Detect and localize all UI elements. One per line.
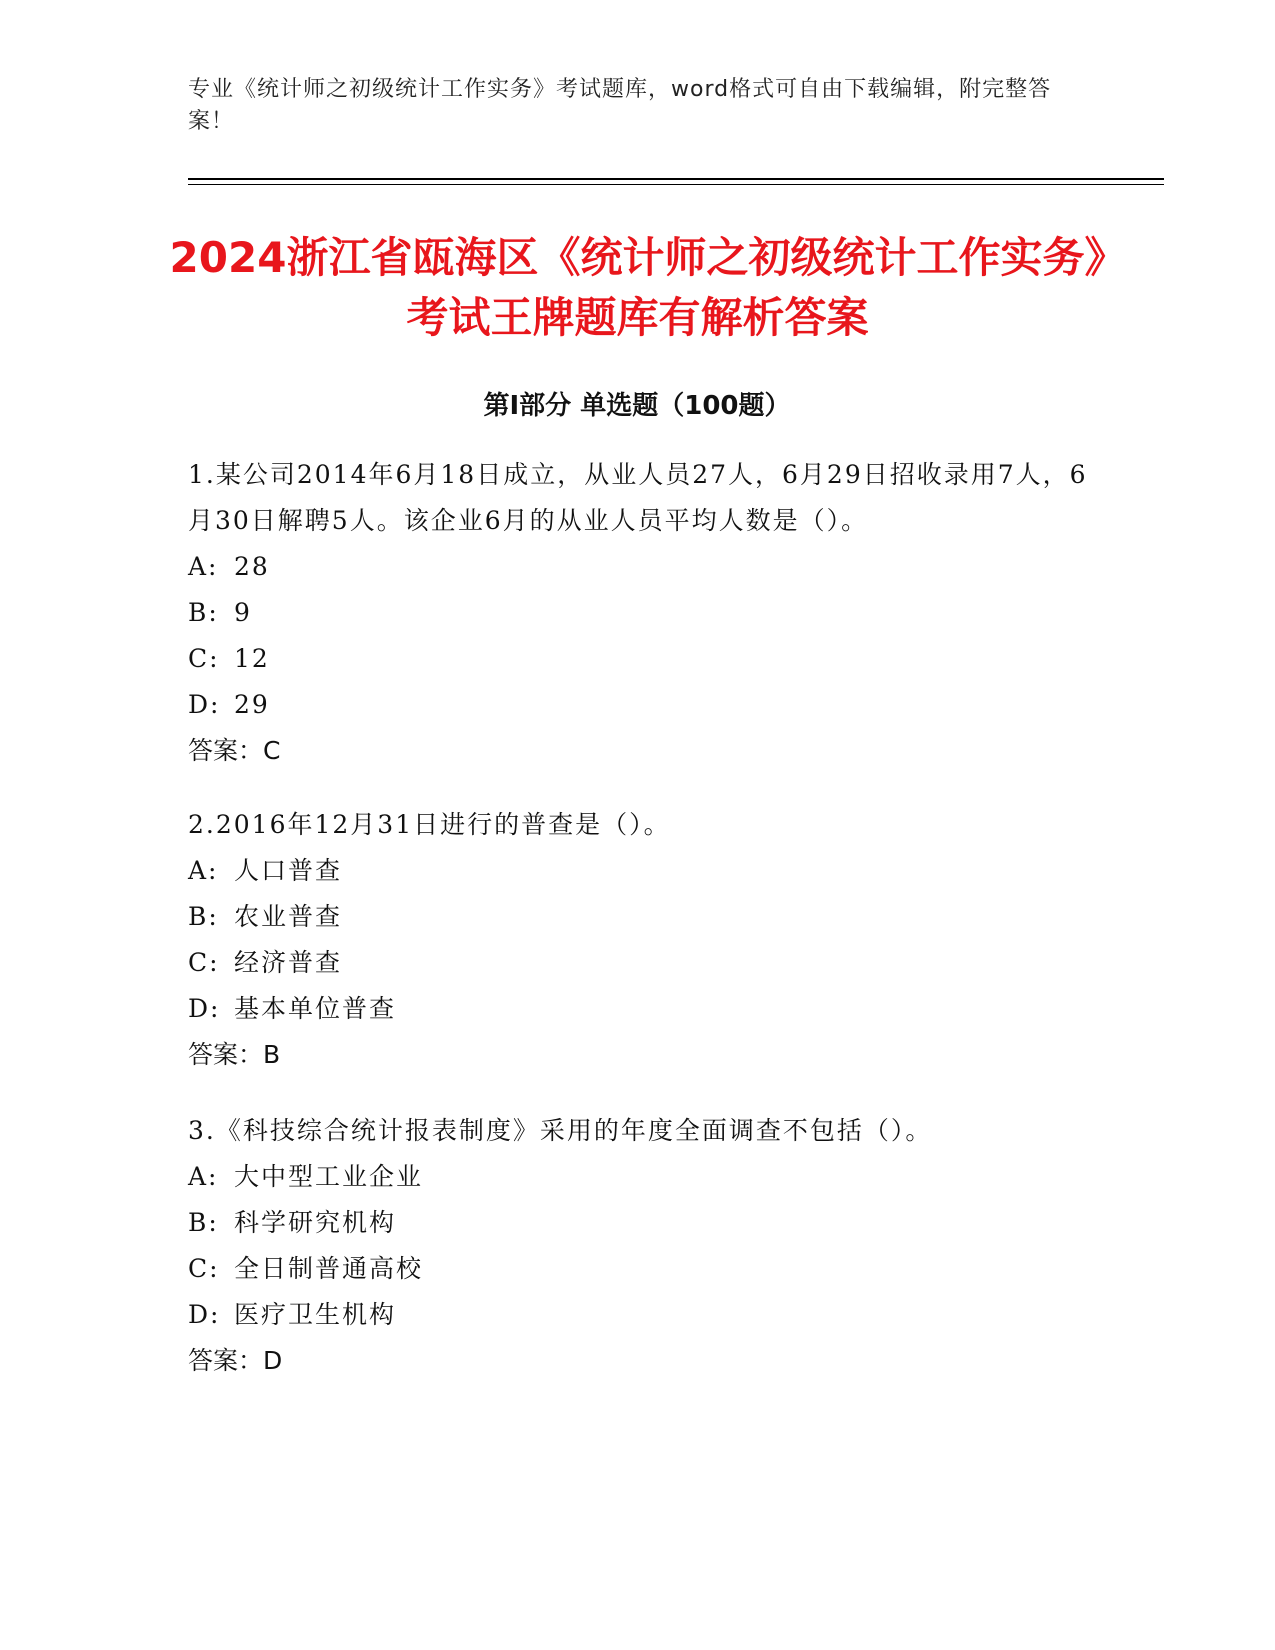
- option-d: [188, 986, 1088, 1032]
- option-text: 29: [234, 690, 270, 719]
- option-text: 基本单位普查: [234, 994, 397, 1023]
- option-a: [188, 544, 1088, 590]
- option-key: B:: [188, 598, 219, 627]
- option-text: 全日制普通高校: [234, 1254, 424, 1283]
- option-text: 12: [234, 644, 270, 673]
- question-1: [188, 452, 1088, 774]
- question-stem: 3.《科技综合统计报表制度》采用的年度全面调查不包括（）。: [188, 1116, 933, 1145]
- header-rule-thin: [188, 184, 1164, 185]
- option-key: C:: [188, 1254, 220, 1283]
- option-text: 经济普查: [234, 948, 343, 977]
- section-title: 第I部分 单选题（100题）: [483, 391, 791, 421]
- option-text: 大中型工业企业: [234, 1162, 424, 1191]
- option-b: [188, 590, 1088, 636]
- question-stem: 2.2016年12月31日进行的普查是（）。: [188, 810, 671, 839]
- option-key: D:: [188, 690, 221, 719]
- option-key: A:: [188, 1162, 219, 1191]
- answer: 答案：D: [188, 1346, 283, 1375]
- question-3: [188, 1108, 1088, 1384]
- option-key: B:: [188, 1208, 219, 1237]
- option-text: 人口普查: [234, 856, 343, 885]
- option-d: [188, 682, 1088, 728]
- option-key: C:: [188, 644, 220, 673]
- option-d: [188, 1292, 1088, 1338]
- answer: 答案：B: [188, 1040, 281, 1069]
- option-key: D:: [188, 994, 221, 1023]
- option-c: [188, 636, 1088, 682]
- option-b: [188, 894, 1088, 940]
- option-key: D:: [188, 1300, 221, 1329]
- document-title: 2024浙江省瓯海区《统计师之初级统计工作实务》考试王牌题库有解析答案: [169, 233, 1106, 342]
- option-key: B:: [188, 902, 219, 931]
- option-a: [188, 848, 1088, 894]
- header-note: 专业《统计师之初级统计工作实务》考试题库，word格式可自由下载编辑，附完整答案！: [188, 77, 1052, 134]
- question-stem: 1.某公司2014年6月18日成立，从业人员27人，6月29日招收录用7人，6月30日解聘5人。该企业6月的从业人员平均人数是（）。: [188, 460, 1088, 535]
- header-rule-thick: [188, 178, 1164, 180]
- option-c: [188, 1246, 1088, 1292]
- option-b: [188, 1200, 1088, 1246]
- option-c: [188, 940, 1088, 986]
- option-key: C:: [188, 948, 220, 977]
- answer: 答案：C: [188, 736, 281, 765]
- option-a: [188, 1154, 1088, 1200]
- option-text: 农业普查: [234, 902, 343, 931]
- option-text: 科学研究机构: [234, 1208, 397, 1237]
- option-text: 9: [234, 598, 252, 627]
- option-text: 医疗卫生机构: [234, 1300, 397, 1329]
- question-2: [188, 802, 1088, 1078]
- option-key: A:: [188, 552, 219, 581]
- option-key: A:: [188, 856, 219, 885]
- option-text: 28: [234, 552, 270, 581]
